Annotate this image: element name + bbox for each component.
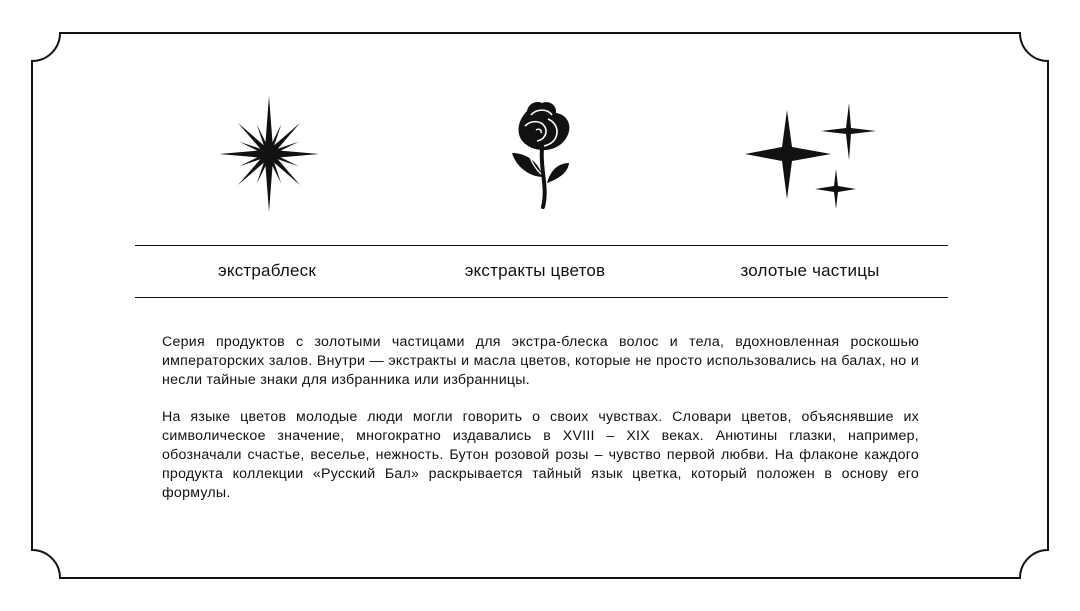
description-paragraph-1: Серия продуктов с золотыми частицами для экстра-блеска волос и тела, вдохновленная роскошью императорских залов. Внутри — экстракты и масла цветов, которые не просто использовались на балах, но и несли тайные знаки для избранника или избранницы. (162, 334, 919, 388)
top-divider (135, 245, 948, 246)
bottom-divider (135, 297, 948, 298)
description-text (162, 333, 919, 503)
sparkle-burst-icon (218, 96, 320, 212)
feature-label-extra-shine: экстраблеск (218, 261, 316, 280)
feature-label-gold-particles: золотые частицы (740, 261, 880, 280)
description-paragraph-2: На языке цветов молодые люди могли говорить о своих чувствах. Словари цветов, объяснявшие их символическое значение, многократно издавались в XVIII – XIX веках. Анютины глазки, например, обозначали счастье, веселье, нежность. Бутон розовой розы – чувство первой любви. На флаконе каждого продукта коллекции «Русский Бал» раскрывается тайный язык цветка, который положен в основу его формулы. (162, 409, 919, 501)
rose-icon (508, 97, 572, 209)
feature-label-flower-extracts: экстракты цветов (464, 261, 606, 280)
sparkles-cluster-icon (745, 103, 879, 213)
